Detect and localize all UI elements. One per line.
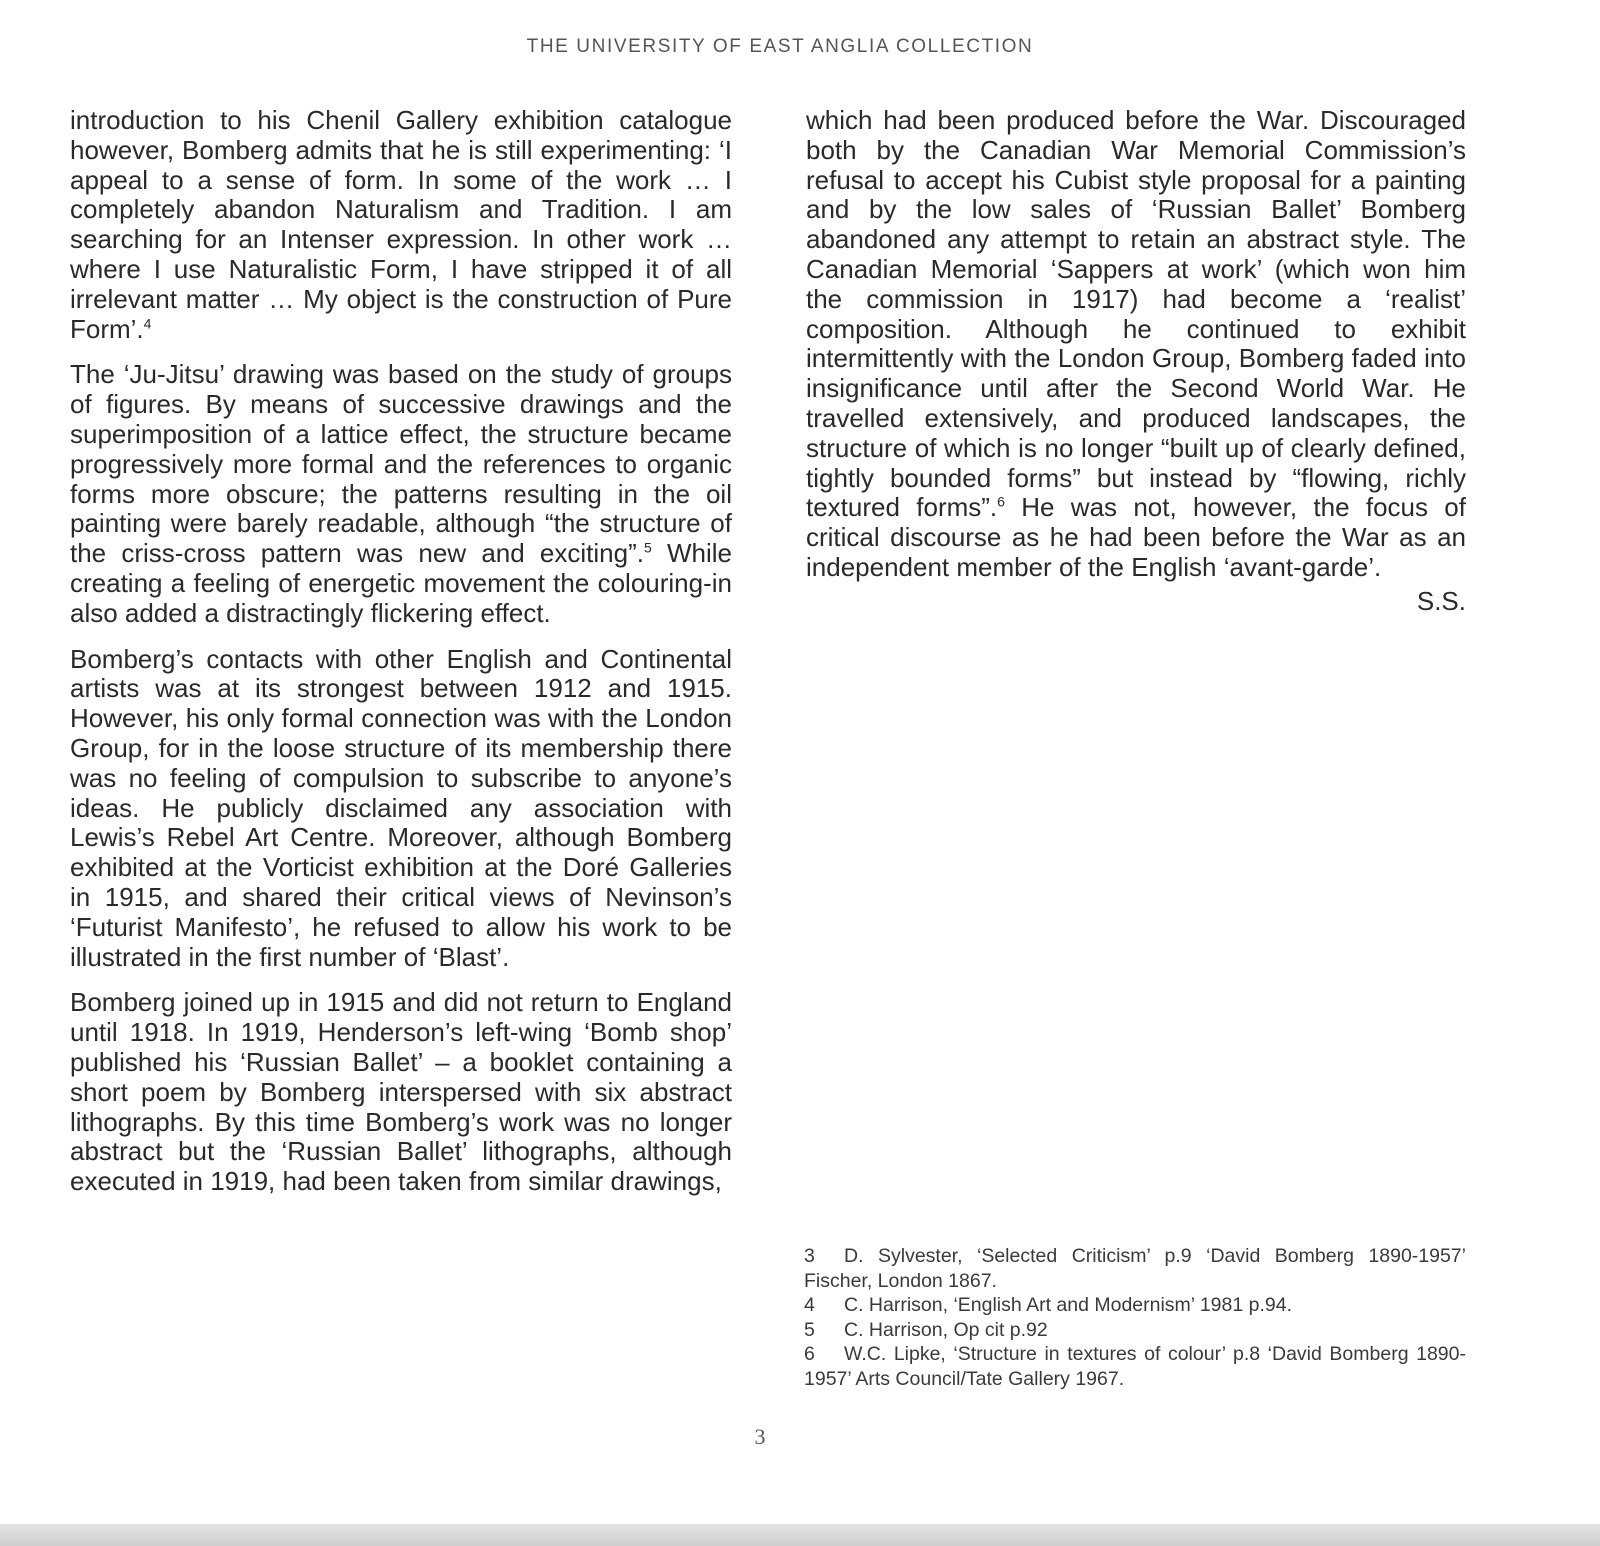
page-bottom-edge (0, 1524, 1600, 1546)
paragraph-after-war (806, 106, 1466, 583)
footnote-number: 3 (804, 1245, 815, 1267)
left-column (70, 106, 732, 1213)
running-head: THE UNIVERSITY OF EAST ANGLIA COLLECTION (526, 36, 1034, 57)
paragraph-text: The ‘Ju-Jitsu’ drawing was based on the study of groups of figures. By means of successive drawings and the superimposition of a lattice effect, the structure became progressively more formal and the references to organic forms more obscure; the patterns resulting in the oil painting were barely readable, although “the structure of the criss-cross pattern was new and exciting”. (70, 359, 732, 569)
paragraph-ju-jitsu (70, 360, 732, 628)
footnote-text: W.C. Lipke, ‘Structure in textures of colour’ p.8 ‘David Bomberg 1890-1957’ Arts Council/Tate Gallery 1967. (804, 1343, 1466, 1390)
paragraph-chenil-introduction (70, 106, 732, 344)
footnotes (804, 1244, 1466, 1391)
footnote-ref-6: 6 (997, 493, 1005, 510)
right-column (806, 106, 1466, 617)
page-number: 3 (754, 1424, 766, 1449)
footnote-text: C. Harrison, Op cit p.92 (844, 1318, 1048, 1341)
paragraph-text-continued: While creating a feeling of energetic movement the colouring-in also added a distractingly flickering effect. (70, 538, 732, 628)
footnote-ref-4: 4 (143, 314, 152, 331)
footnote-4 (804, 1293, 1466, 1318)
footnote-5 (804, 1318, 1466, 1343)
author-initials: S.S. (1416, 585, 1466, 616)
paragraph-text-continued: He was not, however, the focus of critical discourse as he had been before the War as an independent member of the English ‘avant-garde’. (806, 492, 1466, 582)
footnote-text: C. Harrison, ‘English Art and Modernism’ 1981 p.94. (844, 1294, 1292, 1316)
paragraph-text: which had been produced before the War. Discouraged both by the Canadian War Memorial Commission’s refusal to accept his Cubist style proposal for a painting and by the low sales of ‘Russian Ballet’ Bomberg abandoned any attempt to retain an abstract style. The Canadian Memorial ‘Sappers at work’ (which won him the commission in 1917) had become a ‘realist’ composition. Although he continued to exhibit intermittently with the London Group, Bomberg faded into insignificance until after the Second World War. He travelled extensively, and produced landscapes, the structure of which is no longer “built up of clearly defined, tightly bounded forms” but instead by “flowing, richly textured forms”. (806, 105, 1466, 523)
footnote-3 (804, 1244, 1466, 1293)
paragraph-text: introduction to his Chenil Gallery exhibition catalogue however, Bomberg admits that he is still experimenting: ‘I appeal to a sense of form. In some of the work … I completely abandon Naturalism and Tradition. I am searching for an Intenser expression. In other work … where I use Naturalistic Form, I have stripped it of all irrelevant matter … My object is the construction of Pure Form’. (70, 105, 732, 344)
paragraph-joined-up: Bomberg joined up in 1915 and did not return to England until 1918. In 1919, Henderson’s left-wing ‘Bomb shop’ published his ‘Russian Ballet’ – a booklet containing a short poem by Bomberg interspersed with six abstract lithographs. By this time Bomberg’s work was no longer abstract but the ‘Russian Ballet’ lithographs, although executed in 1919, had been taken from similar drawings, (70, 987, 732, 1197)
footnote-text: D. Sylvester, ‘Selected Criticism’ p.9 ‘David Bomberg 1890-1957’ Fischer, London 1867. (804, 1245, 1466, 1292)
footnote-number: 6 (804, 1343, 815, 1365)
paragraph-contacts: Bomberg’s contacts with other English and Continental artists was at its strongest between 1912 and 1915. However, his only formal connection was with the London Group, for in the loose structure of its membership there was no feeling of compulsion to subscribe to anyone’s ideas. He publicly disclaimed any association with Lewis’s Rebel Art Centre. Moreover, although Bomberg exhibited at the Vorticist exhibition at the Doré Galleries in 1915, and shared their critical views of Nevinson’s ‘Futurist Manifesto’, he refused to allow his work to be illustrated in the first number of ‘Blast’. (70, 643, 732, 972)
footnote-6 (804, 1342, 1466, 1391)
footnote-number: 5 (804, 1318, 815, 1341)
footnote-number: 4 (804, 1294, 815, 1316)
footnote-ref-5: 5 (643, 539, 652, 556)
